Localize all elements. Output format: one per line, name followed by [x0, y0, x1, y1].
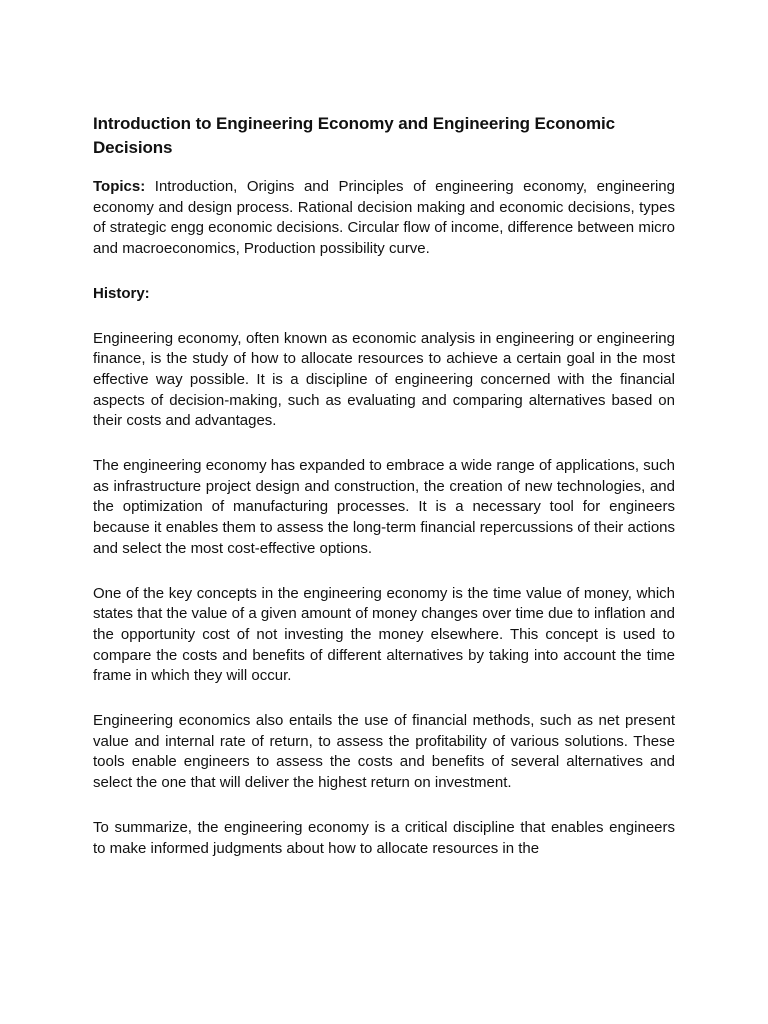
topics-label: Topics:: [93, 178, 146, 195]
topics-paragraph: [93, 177, 675, 260]
paragraph-4: Engineering economics also entails the use of financial methods, such as net present value and internal rate of return, to assess the profitability of various solutions. These tools enable engineers to assess the costs and benefits of several alternatives and select the one that will deliver the highest return on investment.: [93, 712, 675, 792]
paragraph-3: One of the key concepts in the engineering economy is the time value of money, which states that the value of a given amount of money changes over time due to inflation and the opportunity cost of not investing the money elsewhere. This concept is used to compare the costs and benefits of different alternatives by taking into account the time frame in which they will occur.: [93, 584, 675, 685]
paragraph-2: The engineering economy has expanded to embrace a wide range of applications, such as infrastructure project design and construction, the creation of new technologies, and the optimization of manufacturing processes. It is a necessary tool for engineers because it enables them to assess the long-term financial repercussions of their actions and select the most cost-effective options.: [93, 457, 675, 557]
history-heading: History:: [93, 284, 150, 302]
paragraph-5: To summarize, the engineering economy is a critical discipline that enables engineers to make informed judgments about how to allocate resources in the: [93, 818, 675, 857]
topics-text: Introduction, Origins and Principles of engineering economy, engineering economy and design process. Rational decision making and economic decisions, types of strategic engg economic decisions. Circular flow of income, difference between micro and macroeconomics, Production possibility curve.: [93, 178, 675, 258]
document-page: [93, 112, 675, 883]
paragraph-1: Engineering economy, often known as economic analysis in engineering or engineering finance, is the study of how to allocate resources to achieve a certain goal in the most effective way possible. It is a discipline of engineering concerned with the financial aspects of decision-making, such as evaluating and comparing alternatives based on their costs and advantages.: [93, 329, 675, 430]
document-title: Introduction to Engineering Economy and Engineering Economic Decisions: [93, 114, 615, 157]
